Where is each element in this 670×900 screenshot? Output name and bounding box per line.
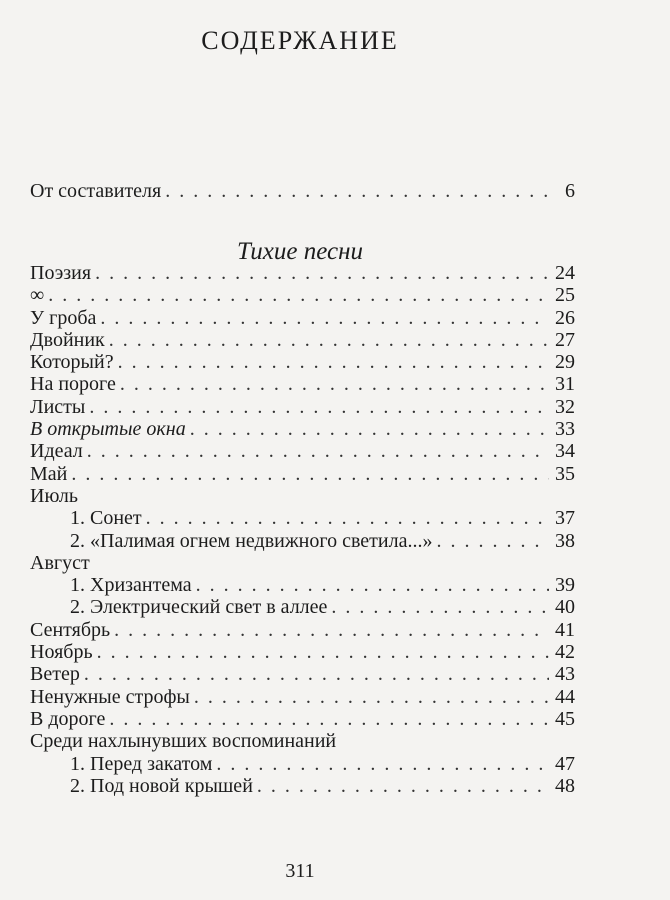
toc-entry-page: 33	[555, 418, 575, 441]
toc-entry-page: 39	[555, 574, 575, 597]
toc-entry-page: 24	[555, 262, 575, 284]
toc-entry	[30, 619, 575, 641]
toc-entry-title: Май	[30, 462, 68, 485]
dot-leader	[100, 307, 549, 329]
dot-leader	[109, 329, 549, 351]
toc-entry	[30, 730, 575, 752]
toc-entry	[30, 262, 575, 284]
toc-entry-title: Ветер	[30, 663, 80, 686]
toc-entry	[30, 485, 575, 507]
dot-leader	[196, 574, 549, 596]
toc-entry-title: 2. Электрический свет в аллее	[70, 596, 328, 619]
dot-leader	[216, 753, 549, 775]
toc-entry-title: Ненужные строфы	[30, 685, 190, 708]
dot-leader	[84, 663, 549, 685]
section-title: Тихие песни	[236, 238, 363, 265]
toc-entry-page: 37	[555, 507, 575, 530]
toc-entry-title: Ноябрь	[30, 641, 93, 664]
toc-entry	[30, 596, 575, 618]
toc-entry-title: 2. Под новой крышей	[70, 774, 253, 797]
toc-entry-title: Июль	[30, 484, 78, 507]
toc-entry-title: Поэзия	[30, 262, 92, 284]
toc-entry-title: Который?	[30, 351, 114, 374]
toc-entry-title: Двойник	[30, 328, 105, 351]
dot-leader	[109, 708, 549, 730]
toc-entry-title: Сентябрь	[30, 618, 111, 641]
dot-leader	[120, 373, 549, 395]
toc-entry	[30, 507, 575, 529]
page-number: 311	[285, 860, 315, 882]
toc-entry-page: 40	[555, 596, 575, 619]
toc-entry-page: 45	[555, 707, 575, 730]
dot-leader	[331, 596, 549, 618]
toc-entry	[30, 663, 575, 685]
toc-entry	[30, 686, 575, 708]
toc-entry-page: 38	[555, 529, 575, 552]
dot-leader	[118, 351, 549, 373]
dot-leader	[71, 463, 549, 485]
toc-entry-title: На пороге	[30, 373, 116, 396]
dot-leader	[114, 619, 549, 641]
dot-leader	[95, 262, 549, 284]
dot-leader	[194, 686, 549, 708]
toc-entry-title: Листы	[30, 395, 86, 418]
toc-entry	[30, 307, 575, 329]
toc-entry	[30, 284, 575, 306]
toc-entry-page: 27	[555, 328, 575, 351]
toc-entry	[30, 418, 575, 440]
toc-entry-page: 6	[565, 180, 575, 202]
toc-entry-title: 1. Перед закатом	[70, 752, 213, 775]
dot-leader	[436, 530, 549, 552]
toc-entry-page: 25	[555, 284, 575, 307]
toc-entry-title: Среди нахлынувших воспоминаний	[30, 730, 337, 753]
toc-entry-page: 34	[555, 440, 575, 463]
toc-entry	[30, 775, 575, 797]
toc-entry	[30, 753, 575, 775]
dot-leader	[89, 396, 549, 418]
toc-entry-title: 1. Хризантема	[70, 574, 192, 597]
toc-entry	[30, 708, 575, 730]
dot-leader	[48, 284, 549, 306]
toc-entry-page: 29	[555, 351, 575, 374]
toc-entry	[30, 180, 575, 202]
toc-entry	[30, 440, 575, 462]
toc-entry-title: В дороге	[30, 707, 106, 730]
dot-leader	[146, 507, 549, 529]
toc-entry-title: Идеал	[30, 440, 83, 463]
toc-entry	[30, 351, 575, 373]
toc-entry-title: 2. «Палимая огнем недвижного светила...»	[70, 529, 433, 552]
front-matter-list	[30, 180, 575, 202]
toc-entry	[30, 641, 575, 663]
toc-entry	[30, 463, 575, 485]
toc-entry-title: 1. Сонет	[70, 507, 142, 530]
page-title: СОДЕРЖАНИЕ	[201, 26, 399, 55]
toc-entry-page: 31	[555, 373, 575, 396]
toc-entry-title: В открытые окна	[30, 418, 186, 441]
dot-leader	[257, 775, 549, 797]
dot-leader	[97, 641, 549, 663]
toc-entry	[30, 552, 575, 574]
toc-entry	[30, 574, 575, 596]
toc-entry	[30, 396, 575, 418]
toc-entry-page: 48	[555, 774, 575, 797]
toc-entry-page: 43	[555, 663, 575, 686]
toc-entry-title: У гроба	[30, 306, 97, 329]
toc-list	[30, 262, 575, 797]
toc-entry	[30, 373, 575, 395]
toc-entry-page: 26	[555, 306, 575, 329]
toc-entry-page: 47	[555, 752, 575, 775]
toc-entry-page: 35	[555, 462, 575, 485]
dot-leader	[190, 418, 549, 440]
dot-leader	[165, 180, 549, 202]
dot-leader	[87, 440, 549, 462]
toc-entry	[30, 329, 575, 351]
toc-entry	[30, 530, 575, 552]
toc-entry-page: 42	[555, 641, 575, 664]
toc-entry-page: 44	[555, 685, 575, 708]
toc-entry-title: От составителя	[30, 180, 162, 202]
toc-entry-title: ∞	[30, 284, 45, 307]
toc-entry-page: 32	[555, 395, 575, 418]
toc-entry-page: 41	[555, 618, 575, 641]
toc-entry-title: Август	[30, 551, 90, 574]
